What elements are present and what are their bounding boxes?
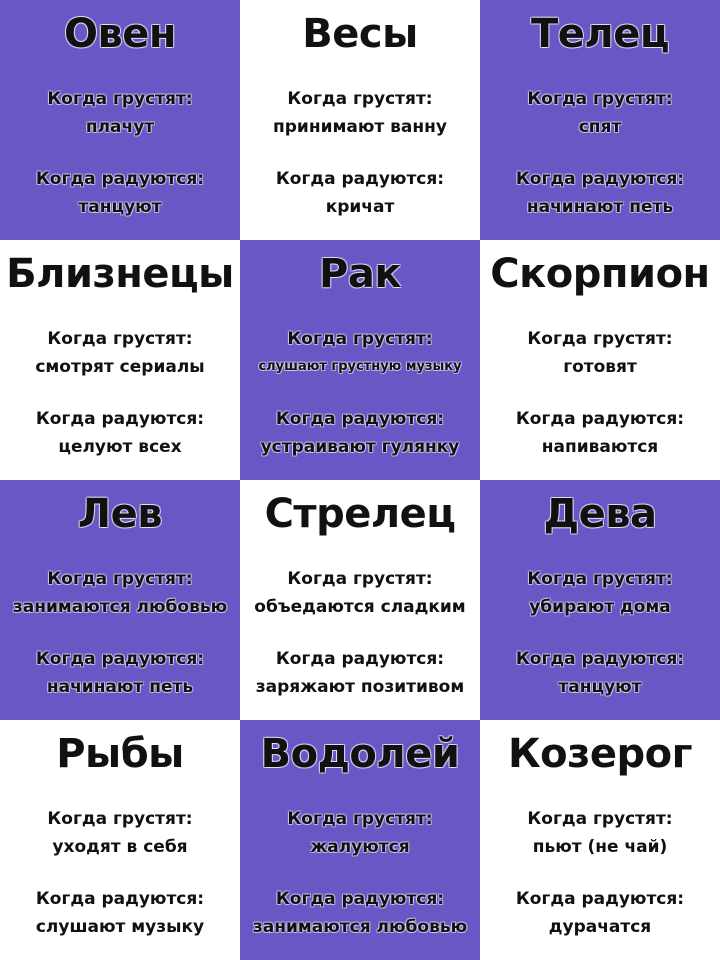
sad-block — [240, 328, 480, 378]
sad-label: Когда грустят: — [47, 569, 193, 589]
sad-value: убирают дома — [529, 597, 671, 617]
sign-card-libra — [240, 0, 480, 240]
sad-label: Когда грустят: — [47, 809, 193, 829]
sign-card-sagittarius — [240, 480, 480, 720]
sad-label: Когда грустят: — [47, 329, 193, 349]
sad-block — [0, 328, 240, 378]
sad-block — [240, 568, 480, 618]
sign-card-scorpio — [480, 240, 720, 480]
sad-label: Когда грустят: — [527, 569, 673, 589]
sad-value: пьют (не чай) — [532, 837, 668, 857]
sign-card-aries — [0, 0, 240, 240]
happy-block — [240, 888, 480, 938]
sign-card-aquarius — [240, 720, 480, 960]
sign-title: Рыбы — [56, 731, 184, 777]
sad-value: занимаются любовью — [12, 597, 228, 617]
sad-label: Когда грустят: — [287, 329, 433, 349]
sad-label: Когда грустят: — [527, 809, 673, 829]
sad-value: готовят — [563, 357, 637, 377]
happy-value: кричат — [325, 197, 395, 217]
sad-block — [480, 568, 720, 618]
sad-block — [240, 808, 480, 858]
happy-value: устраивают гулянку — [260, 437, 460, 457]
happy-value: танцуют — [78, 197, 162, 217]
happy-block — [240, 408, 480, 458]
happy-value: целуют всех — [58, 437, 182, 457]
sad-value: слушают грустную музыку — [258, 359, 462, 374]
sign-card-gemini — [0, 240, 240, 480]
happy-value: напиваются — [541, 437, 659, 457]
sad-value: смотрят сериалы — [35, 357, 205, 377]
happy-value: занимаются любовью — [252, 917, 468, 937]
sad-block — [480, 88, 720, 138]
sign-title: Стрелец — [264, 491, 456, 537]
sad-block — [0, 88, 240, 138]
happy-value: заряжают позитивом — [255, 677, 465, 697]
sign-title: Телец — [531, 11, 669, 57]
happy-value: дурачатся — [548, 917, 652, 937]
sign-title: Скорпион — [490, 251, 710, 297]
happy-block — [0, 648, 240, 698]
sad-label: Когда грустят: — [47, 89, 193, 109]
sad-block — [480, 808, 720, 858]
sign-title: Овен — [63, 11, 177, 57]
sad-block — [240, 88, 480, 138]
sign-card-taurus — [480, 0, 720, 240]
sad-label: Когда грустят: — [287, 809, 433, 829]
sad-block — [0, 568, 240, 618]
sad-value: принимают ванну — [273, 117, 447, 137]
happy-value: танцуют — [558, 677, 642, 697]
happy-label: Когда радуются: — [515, 409, 685, 429]
sign-card-leo — [0, 480, 240, 720]
happy-block — [0, 408, 240, 458]
happy-label: Когда радуются: — [515, 649, 685, 669]
happy-block — [0, 168, 240, 218]
happy-label: Когда радуются: — [35, 889, 205, 909]
sad-label: Когда грустят: — [287, 569, 433, 589]
happy-label: Когда радуются: — [275, 889, 445, 909]
sign-title: Дева — [543, 491, 657, 537]
sad-value: объедаются сладким — [254, 597, 466, 617]
happy-block — [480, 168, 720, 218]
sad-label: Когда грустят: — [527, 89, 673, 109]
sad-block — [0, 808, 240, 858]
sad-label: Когда грустят: — [287, 89, 433, 109]
happy-label: Когда радуются: — [515, 169, 685, 189]
happy-value: начинают петь — [526, 197, 674, 217]
sad-value: спят — [578, 117, 622, 137]
happy-block — [480, 888, 720, 938]
sign-title: Весы — [302, 11, 418, 57]
happy-value: слушают музыку — [35, 917, 205, 937]
happy-label: Когда радуются: — [275, 409, 445, 429]
happy-label: Когда радуются: — [35, 409, 205, 429]
sign-title: Козерог — [507, 731, 693, 777]
sign-title: Водолей — [260, 731, 460, 777]
happy-label: Когда радуются: — [35, 649, 205, 669]
sign-card-cancer — [240, 240, 480, 480]
sign-card-pisces — [0, 720, 240, 960]
happy-block — [240, 648, 480, 698]
sad-value: уходят в себя — [52, 837, 188, 857]
happy-label: Когда радуются: — [35, 169, 205, 189]
sad-value: жалуются — [310, 837, 410, 857]
happy-block — [240, 168, 480, 218]
sign-card-capricorn — [480, 720, 720, 960]
sign-card-virgo — [480, 480, 720, 720]
happy-value: начинают петь — [46, 677, 194, 697]
happy-label: Когда радуются: — [275, 649, 445, 669]
sad-block — [480, 328, 720, 378]
sign-title: Близнецы — [6, 251, 234, 297]
sign-title: Лев — [77, 491, 163, 537]
sign-title: Рак — [319, 251, 401, 297]
sad-value: плачут — [85, 117, 155, 137]
happy-label: Когда радуются: — [275, 169, 445, 189]
happy-label: Когда радуются: — [515, 889, 685, 909]
sad-label: Когда грустят: — [527, 329, 673, 349]
happy-block — [0, 888, 240, 938]
happy-block — [480, 648, 720, 698]
happy-block — [480, 408, 720, 458]
